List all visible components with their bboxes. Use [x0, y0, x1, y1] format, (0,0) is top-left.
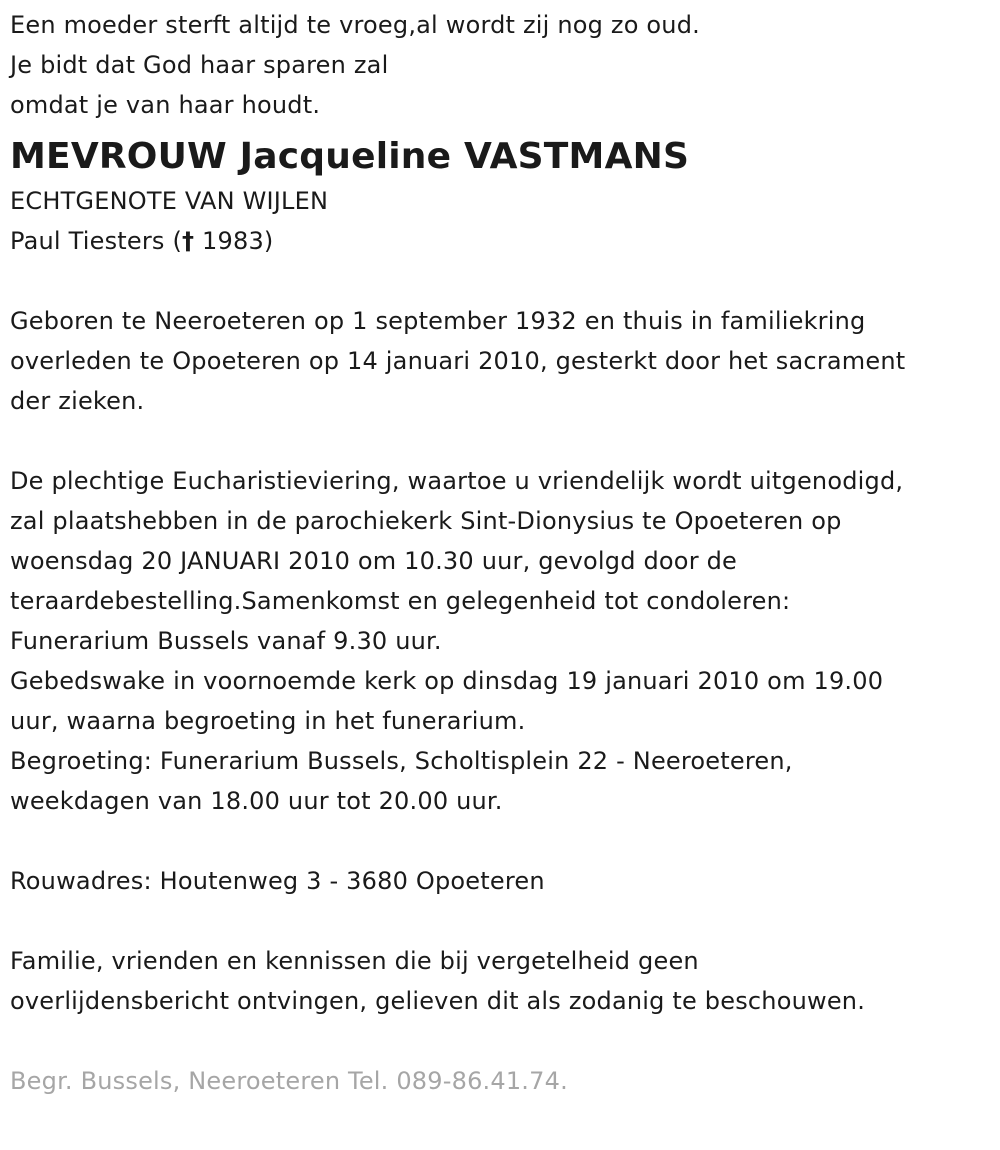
paragraph-line: Funerarium Bussels vanaf 9.30 uur. — [10, 627, 442, 655]
spouse-line — [10, 221, 1000, 261]
deceased-name: MEVROUW Jacqueline VASTMANS — [10, 136, 690, 177]
spacer — [10, 901, 1000, 941]
paragraph-line: overleden te Opoeteren op 14 januari 2010, gesterkt door het sacrament — [10, 347, 906, 375]
paragraph-line: overlijdensbericht ontvingen, gelieven dit als zodanig te beschouwen. — [10, 987, 866, 1015]
paragraph-line: zal plaatshebben in de parochiekerk Sint-Dionysius te Opoeteren op — [10, 507, 842, 535]
spouse-death-year: 1983) — [194, 227, 274, 255]
poem-line: Je bidt dat God haar sparen zal — [10, 51, 389, 79]
mourning-address: Rouwadres: Houtenweg 3 - 3680 Opoeteren — [10, 867, 545, 895]
paragraph-line: Familie, vrienden en kennissen die bij vergetelheid geen — [10, 947, 699, 975]
spouse-name: Paul Tiesters ( — [10, 227, 183, 255]
paragraph-line: weekdagen van 18.00 uur tot 20.00 uur. — [10, 787, 503, 815]
poem-line: omdat je van haar houdt. — [10, 91, 321, 119]
notice-paragraph — [10, 941, 1000, 1021]
paragraph-line: teraardebestelling.Samenkomst en gelegenheid tot condoleren: — [10, 587, 791, 615]
paragraph-line: De plechtige Eucharistieviering, waartoe u vriendelijk wordt uitgenodigd, — [10, 467, 904, 495]
poem-line: Een moeder sterft altijd te vroeg,al wordt zij nog zo oud. — [10, 11, 700, 39]
paragraph-line: Geboren te Neeroeteren op 1 september 1932 en thuis in familiekring — [10, 307, 866, 335]
spacer — [10, 1021, 1000, 1061]
paragraph-line: Begroeting: Funerarium Bussels, Scholtisplein 22 - Neeroeteren, — [10, 747, 793, 775]
paragraph-line: uur, waarna begroeting in het funerarium. — [10, 707, 526, 735]
paragraph-line: woensdag 20 JANUARI 2010 om 10.30 uur, gevolgd door de — [10, 547, 737, 575]
birth-death-paragraph — [10, 301, 1000, 421]
spacer — [10, 821, 1000, 861]
relation-block — [10, 181, 1000, 261]
paragraph-line: der zieken. — [10, 387, 145, 415]
spacer — [10, 261, 1000, 301]
ceremony-paragraph — [10, 461, 1000, 821]
cross-icon: † — [182, 227, 195, 255]
funeral-home-footer: Begr. Bussels, Neeroeteren Tel. 089-86.41.74. — [10, 1067, 568, 1095]
spacer — [10, 421, 1000, 461]
relation-text: ECHTGENOTE VAN WIJLEN — [10, 187, 329, 215]
paragraph-line: Gebedswake in voornoemde kerk op dinsdag 19 januari 2010 om 19.00 — [10, 667, 884, 695]
poem — [10, 5, 1000, 125]
